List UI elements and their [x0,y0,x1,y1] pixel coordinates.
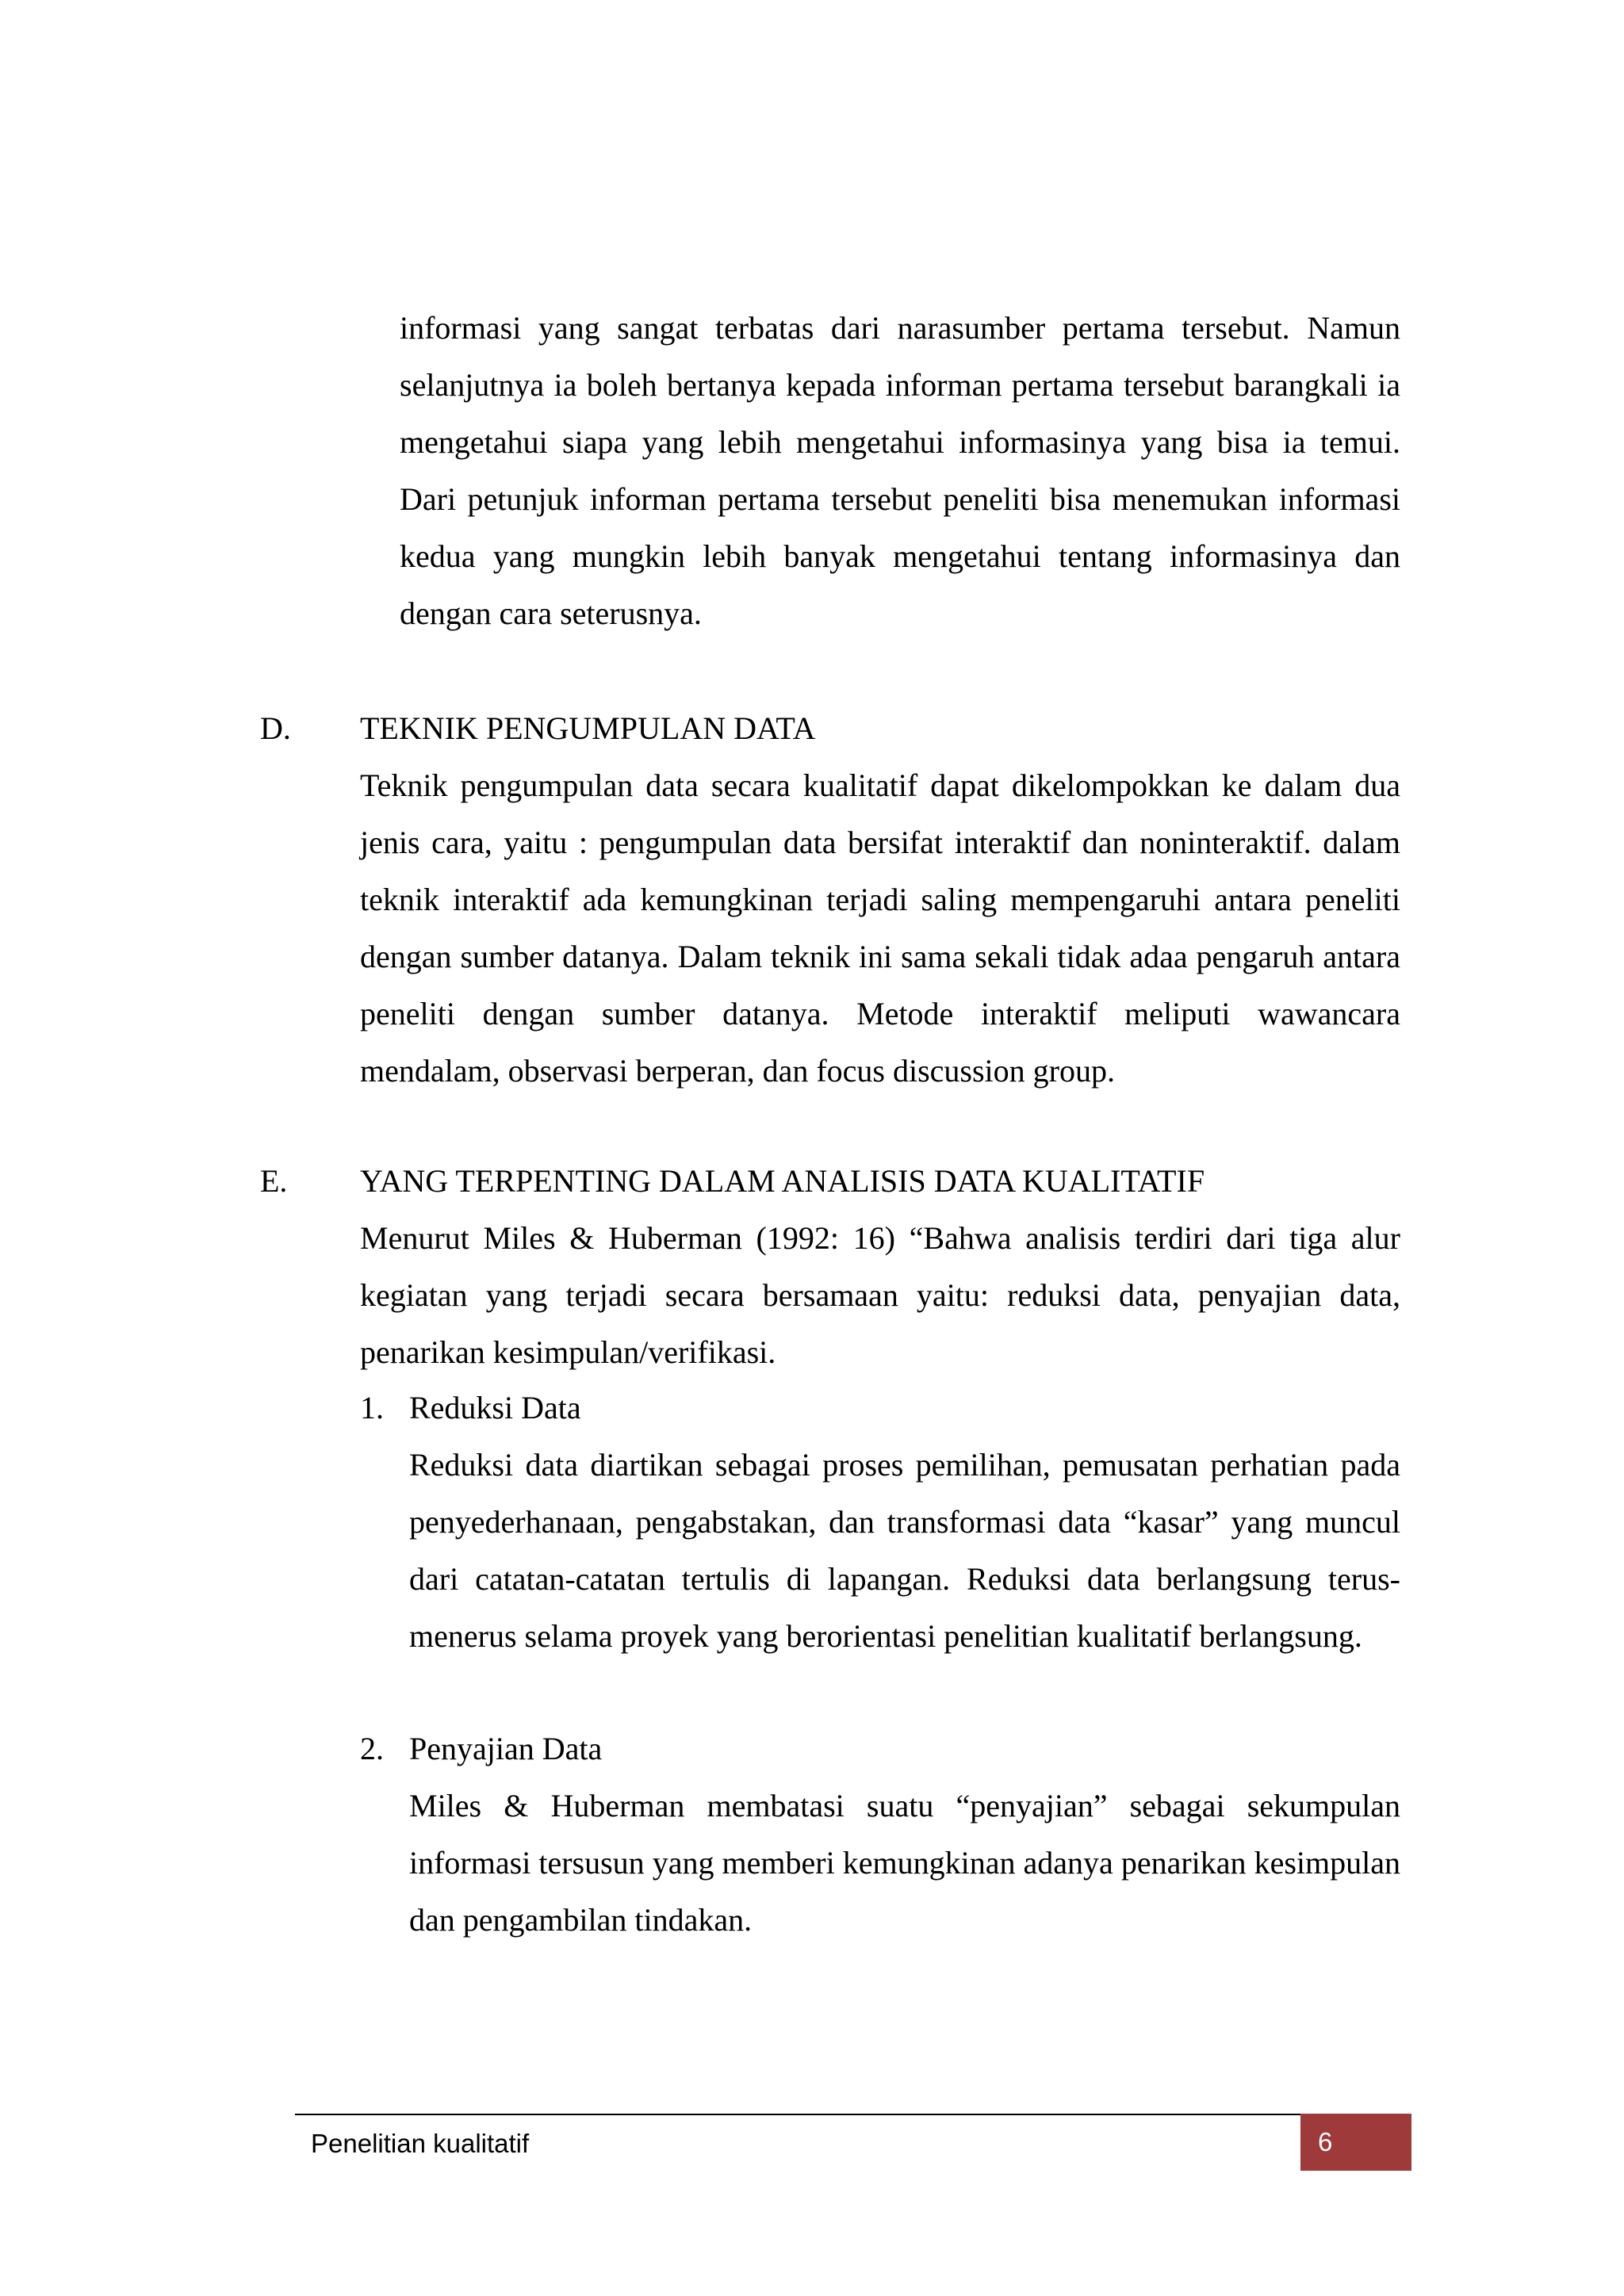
footer-title: Penelitian kualitatif [311,2129,530,2158]
list-item-body: Reduksi data diartikan sebagai proses pemilihan, pemusatan perhatian pada penyederhanaan, pengabstakan, dan transformasi data “kasar” yang muncul dari catatan-catatan tertulis di lapangan. Reduksi data berlangsung terus-menerus selama proyek yang berorientasi penelitian kualitatif berlangsung. [409,1447,1400,1654]
list-item-number: 2. [360,1731,384,1766]
list-item-number: 1. [360,1390,384,1425]
section-e-paragraph: Menurut Miles & Huberman (1992: 16) “Bahwa analisis terdiri dari tiga alur kegiatan yang terjadi secara bersamaan yaitu: reduksi data, penyajian data, penarikan kesimpulan/verifikasi. [360,1220,1400,1370]
section-d-heading: TEKNIK PENGUMPULAN DATA [360,710,816,746]
footer-divider [295,2114,1300,2115]
list-item-title: Penyajian Data [409,1731,603,1766]
intro-paragraph: informasi yang sangat terbatas dari narasumber pertama tersebut. Namun selanjutnya ia boleh bertanya kepada informan pertama tersebut barangkali ia mengetahui siapa yang lebih mengetahui informasinya yang bisa ia temui. Dari petunjuk informan pertama tersebut peneliti bisa menemukan informasi kedua yang mungkin lebih banyak mengetahui tentang informasinya dan dengan cara seterusnya. [400,310,1400,631]
page-number-badge [1300,2114,1411,2171]
section-e-heading: YANG TERPENTING DALAM ANALISIS DATA KUALITATIF [360,1163,1205,1199]
section-d-paragraph: Teknik pengumpulan data secara kualitatif dapat dikelompokkan ke dalam dua jenis cara, yaitu : pengumpulan data bersifat interaktif dan noninteraktif. dalam teknik interaktif ada kemungkinan terjadi saling mempengaruhi antara peneliti dengan sumber datanya. Dalam teknik ini sama sekali tidak adaa pengaruh antara peneliti dengan sumber datanya. Metode interaktif meliputi wawancara mendalam, observasi berperan, dan focus discussion group. [360,767,1400,1089]
page-number: 6 [1318,2127,1333,2156]
list-item-title: Reduksi Data [409,1390,581,1425]
list-item-body: Miles & Huberman membatasi suatu “penyajian” sebagai sekumpulan informasi tersusun yang memberi kemungkinan adanya penarikan kesimpulan dan pengambilan tindakan. [409,1788,1400,1938]
section-d-letter: D. [260,710,291,746]
section-e-letter: E. [260,1163,288,1199]
